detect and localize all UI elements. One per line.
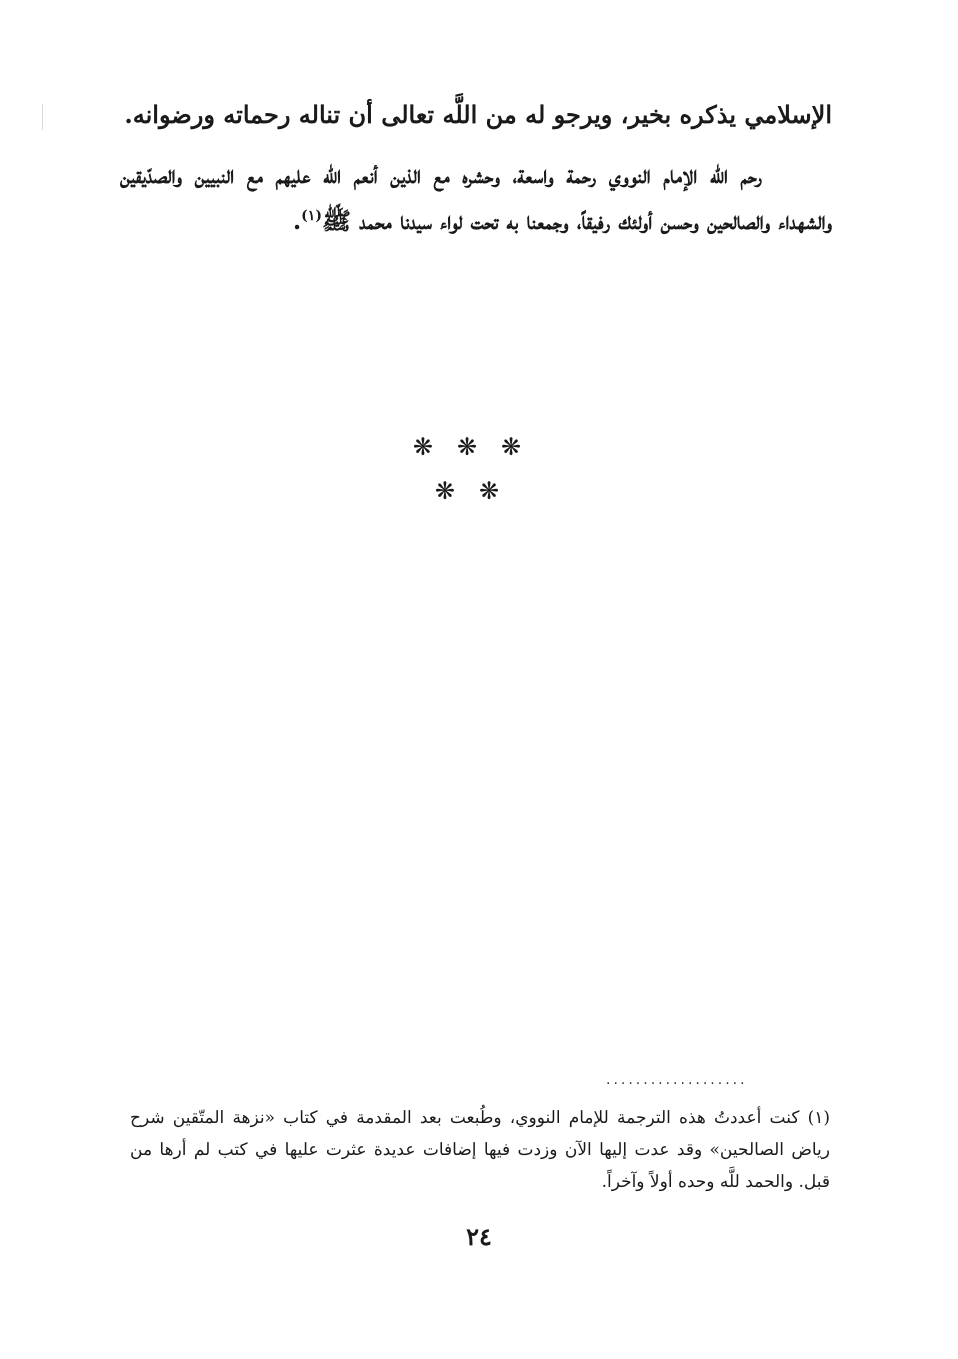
body-paragraph-1	[120, 92, 832, 138]
scan-margin-mark	[42, 104, 43, 130]
paragraph-1-text: الإسلامي يذكره بخير، ويرجو له من اللَّه تعالى أن تناله رحماته ورضوانه.	[124, 100, 832, 129]
footnote-text: (١) كنت أعددتُ هذه الترجمة للإمام النووي، وطُبعت بعد المقدمة في كتاب «نزهة المتّقين شرح رياض الصالحين» وقد عدت إليها الآن وزدت فيها إضافات عديدة عثرت عليها في كتب لم أرها من قبل. والحمد للَّه وحده أولاً وآخراً.	[130, 1108, 830, 1192]
paragraph-2-end: .	[292, 206, 302, 235]
paragraph-2-text: رحم الله الإمام النووي رحمة واسعة، وحشره مع الذين أنعم الله عليهم مع النبيين والصدّيقين والشهداء والصالحين وحسن أولئك رفيقاً، وجمعنا به تحت لواء سيدنا محمد ﷺ	[120, 160, 832, 235]
page-number: ٢٤	[466, 1222, 492, 1251]
footnote-separator: ...................	[606, 1072, 748, 1088]
body-paragraph-2	[120, 152, 832, 244]
footnote-reference: (١)	[301, 208, 322, 224]
section-separator-stars-row-1: ❋❋❋	[412, 433, 546, 461]
section-separator-stars-row-2: ❋❋	[434, 477, 524, 505]
